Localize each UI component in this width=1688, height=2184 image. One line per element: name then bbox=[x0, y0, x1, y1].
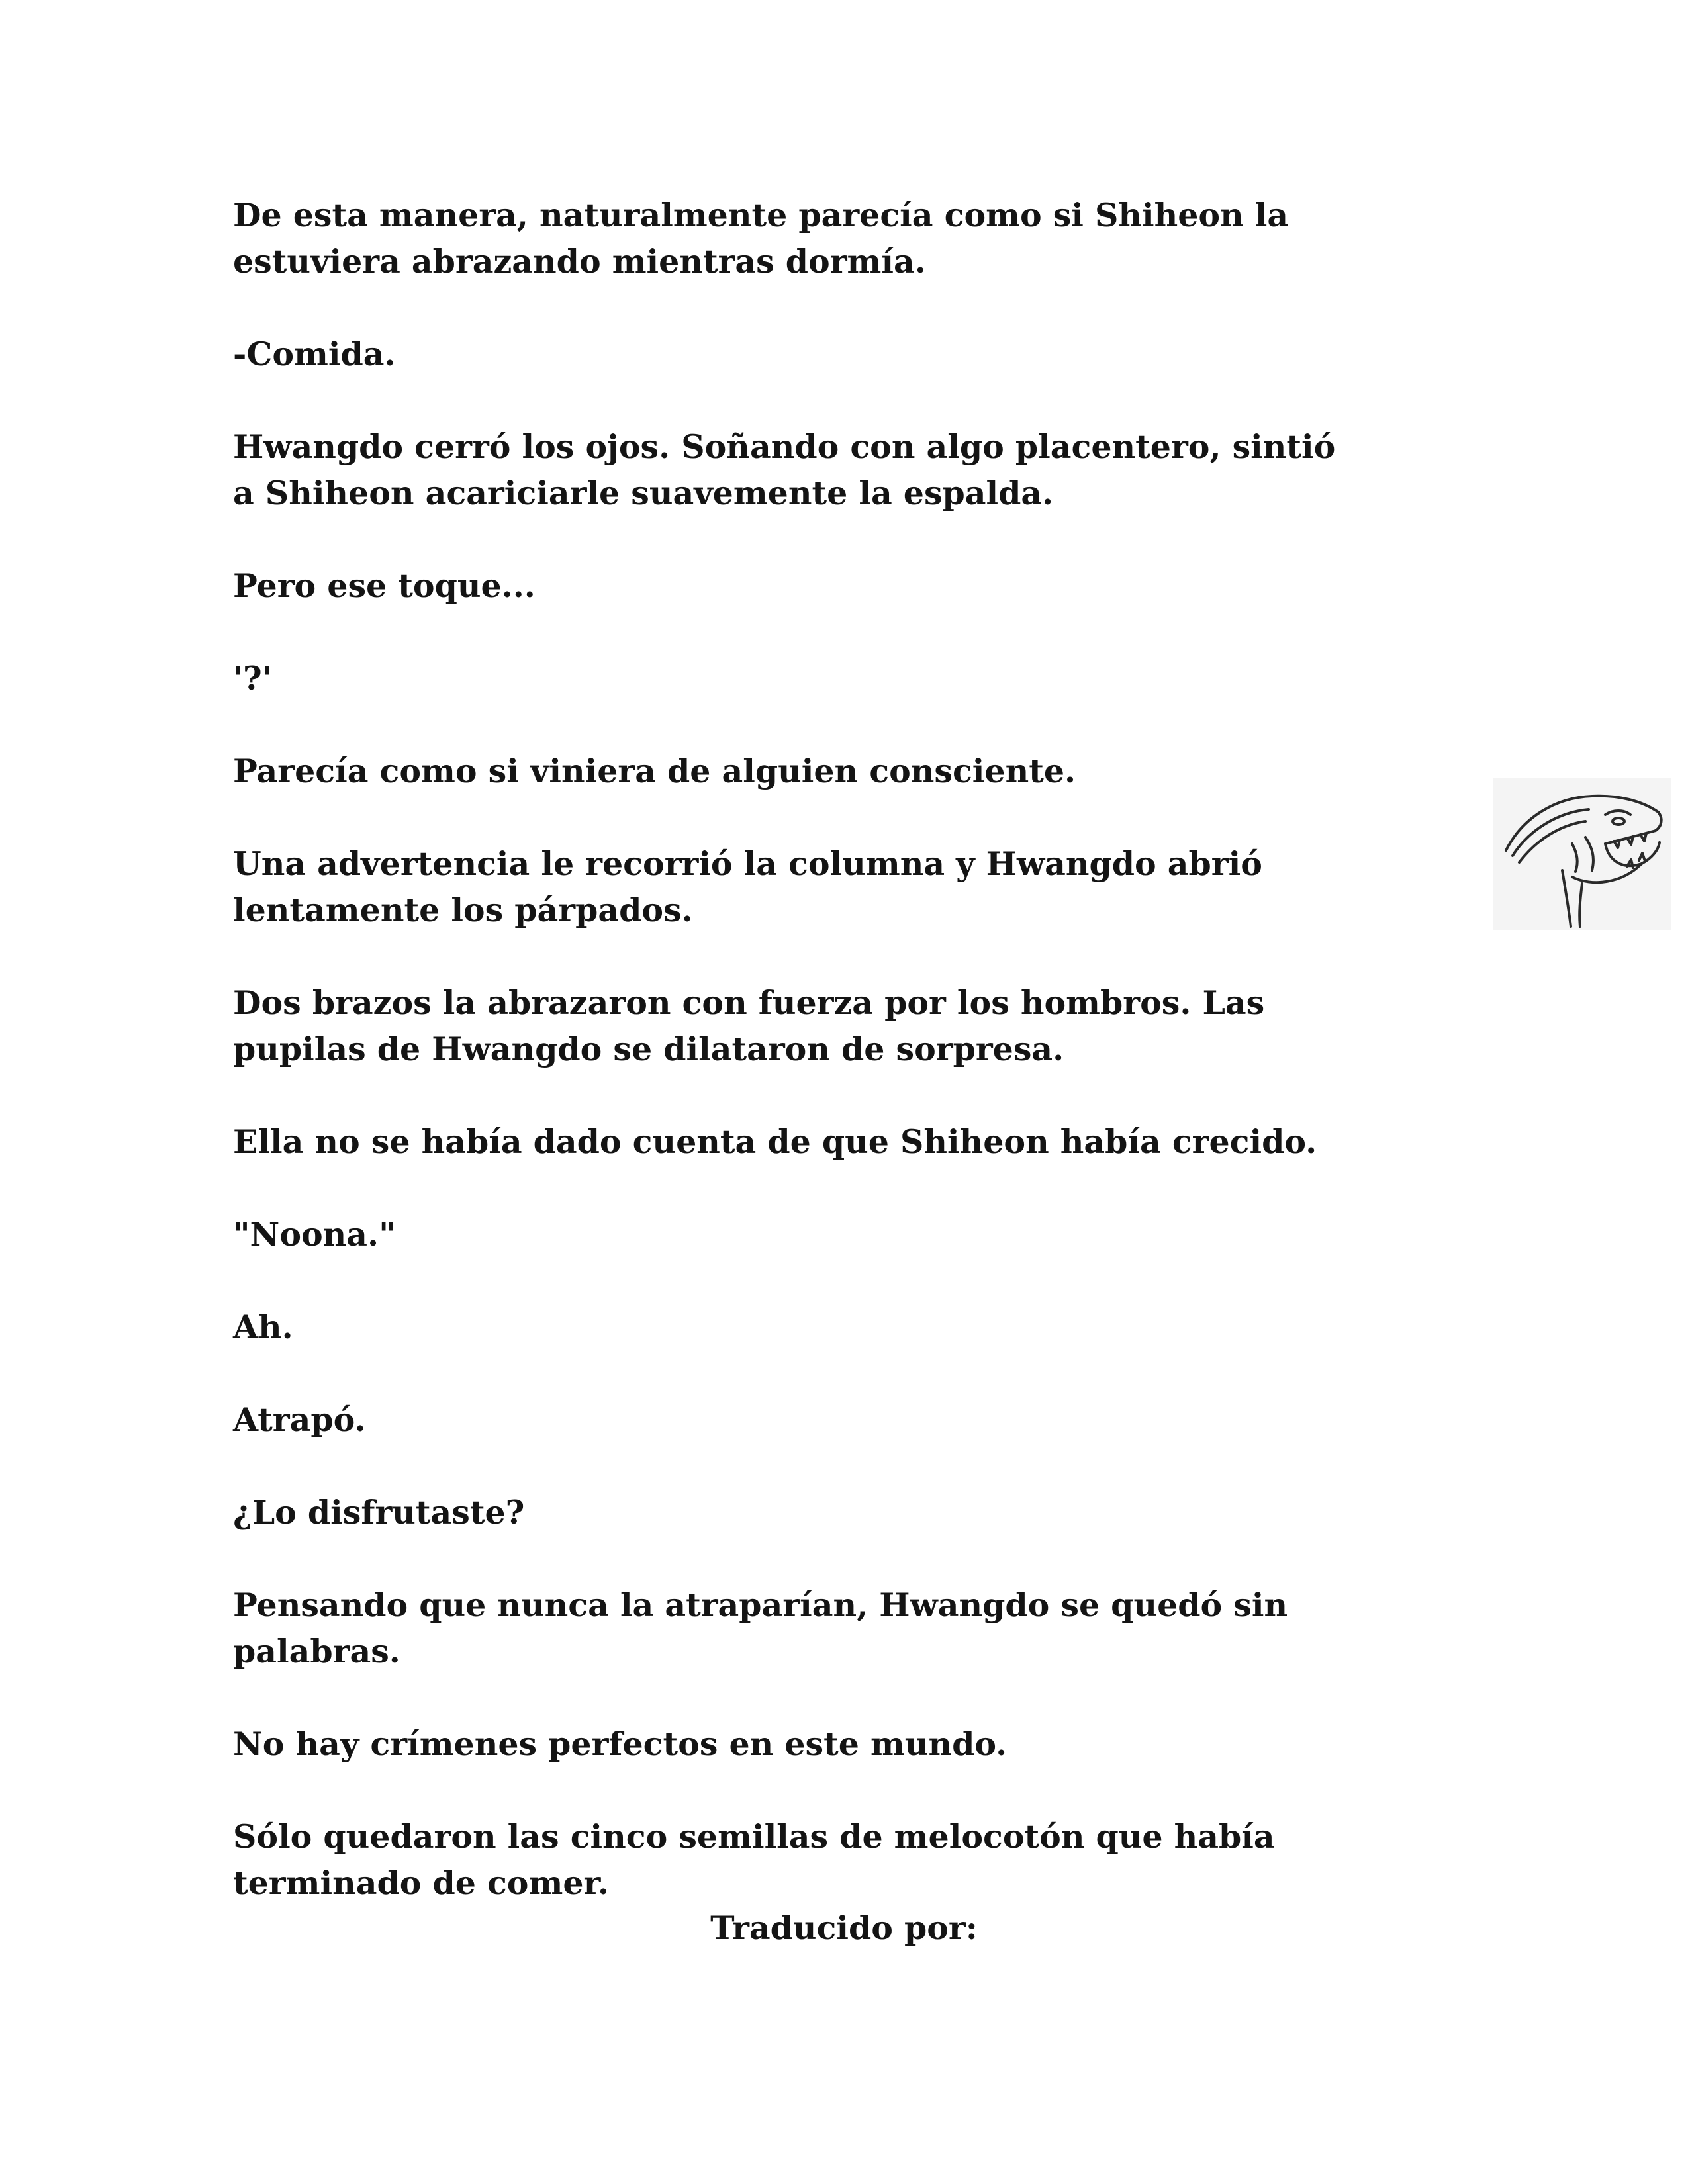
paragraph: Ella no se había dado cuenta de que Shiheon había crecido. bbox=[233, 1122, 1317, 1161]
paragraph: No hay crímenes perfectos en este mundo. bbox=[233, 1725, 1008, 1763]
paragraph: Ah. bbox=[233, 1308, 293, 1346]
paragraph: '?' bbox=[233, 659, 272, 698]
paragraph: Parecía como si viniera de alguien consciente. bbox=[233, 752, 1076, 790]
paragraph: Pensando que nunca la atraparían, Hwangdo se quedó sin palabras. bbox=[233, 1586, 1288, 1670]
translator-credit: Traducido por: bbox=[710, 1909, 978, 1947]
paragraph: De esta manera, naturalmente parecía como si Shiheon la estuviera abrazando mientras dormía. bbox=[233, 196, 1289, 281]
paragraph: Pero ese toque... bbox=[233, 567, 536, 605]
dinosaur-head-icon bbox=[1493, 778, 1671, 930]
paragraph: Atrapó. bbox=[233, 1400, 366, 1439]
paragraph: Dos brazos la abrazaron con fuerza por los hombros. Las pupilas de Hwangdo se dilataron de sorpresa. bbox=[233, 983, 1265, 1068]
paragraph: -Comida. bbox=[233, 335, 396, 373]
paragraph: "Noona." bbox=[233, 1215, 396, 1253]
paragraph: Hwangdo cerró los ojos. Soñando con algo placentero, sintió a Shiheon acariciarle suavemente la espalda. bbox=[233, 428, 1336, 512]
paragraph: Una advertencia le recorrió la columna y Hwangdo abrió lentamente los párpados. bbox=[233, 844, 1262, 929]
document-body bbox=[233, 192, 1458, 1906]
paragraph: ¿Lo disfrutaste? bbox=[233, 1493, 525, 1531]
paragraph: Sólo quedaron las cinco semillas de melocotón que había terminado de comer. bbox=[233, 1817, 1275, 1902]
